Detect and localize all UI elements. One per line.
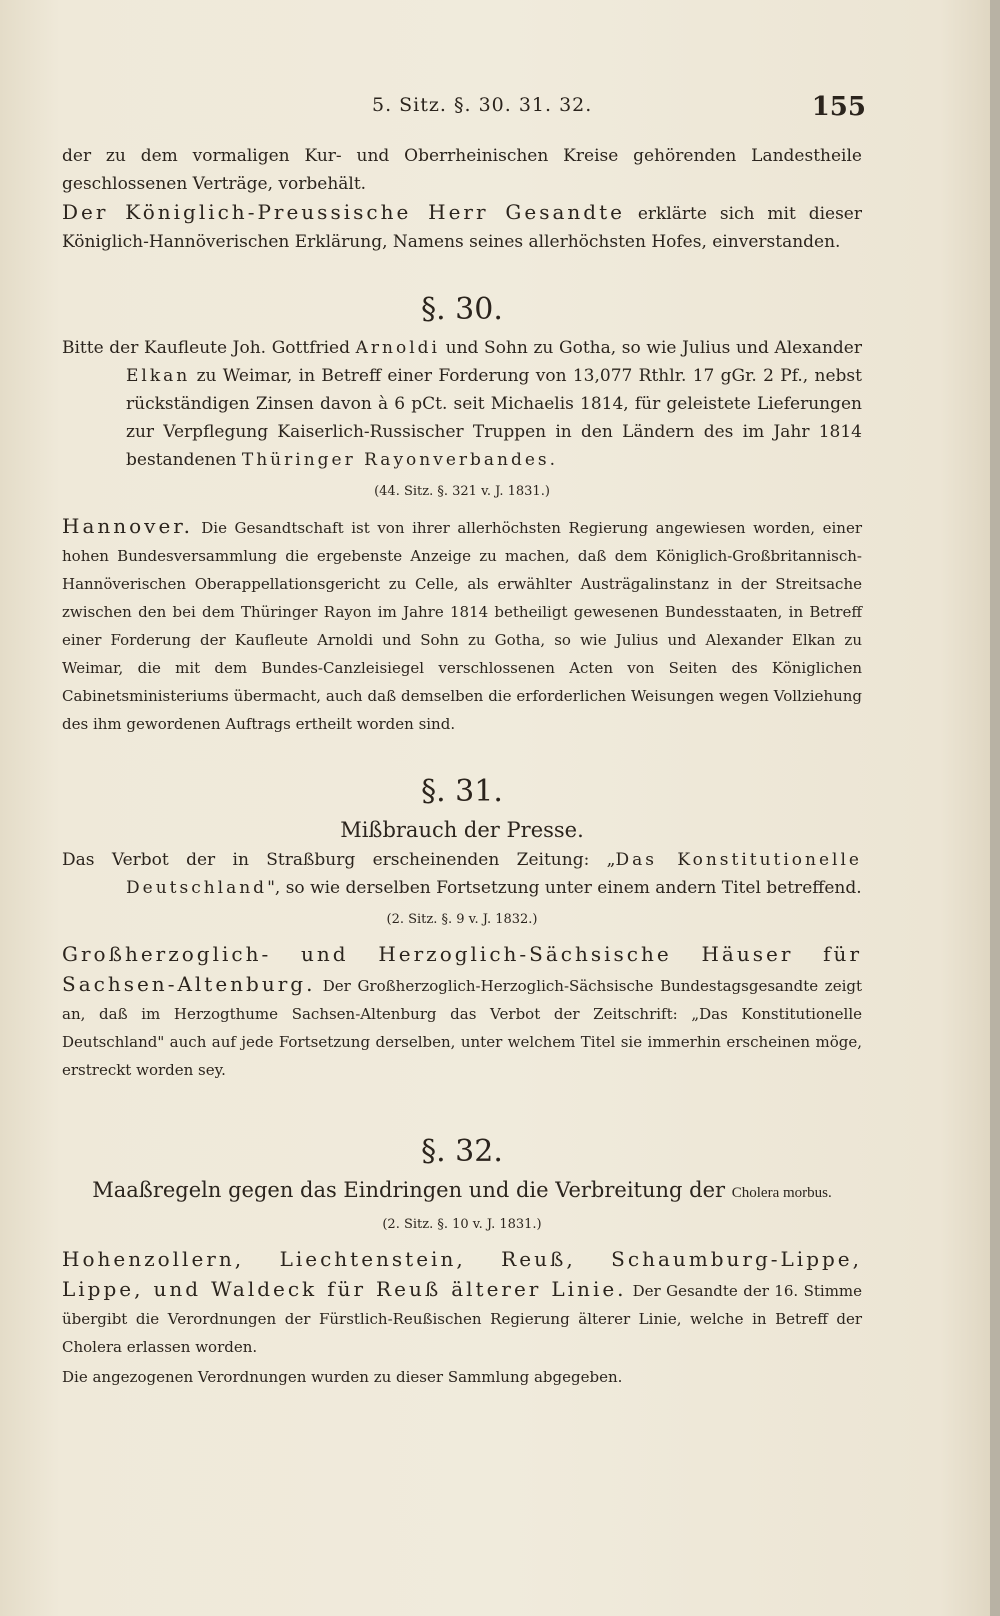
section-32-subheading-latin: Cholera morbus. xyxy=(731,1185,832,1201)
section-30-title-part-a: Bitte der Kaufleute Joh. Gottfried xyxy=(62,338,356,358)
section-30-title-part-c: zu Weimar, in Betreff einer Forderung von 13,077 Rthlr. 17 gGr. 2 Pf., nebst rückständigen Zinsen davon à 6 pCt. seit Michaelis 1814, für geleistete Lieferungen zur Verpflegung Kaiserlich-Russischer Truppen in den Ländern des im Jahr 1814 bestandenen xyxy=(126,366,862,470)
section-30-text: Die Gesandtschaft ist von ihrer allerhöchsten Regierung angewiesen worden, einer hohen Bundesversammlung die ergebenste Anzeige zu machen, daß dem Königlich-Großbritannisch-Hannöverischen Oberappellationsgericht zu Celle, als erwählter Austrägalinstanz in der Streitsache zwischen den bei dem Thüringer Rayon im Jahre 1814 betheiligt gewesenen Bundesstaaten, in Betreff einer Forderung der Kaufleute Arnoldi und Sohn zu Gotha, so wie Julius und Alexander Elkan zu Weimar, die mit dem Bundes-Canzleisiegel verschlossenen Acten von Seiten des Königlichen Cabinetsministeriums übermacht, auch daß demselben die erforderlichen Weisungen wegen Vollziehung des ihm gewordenen Auftrags ertheilt worden sind. xyxy=(62,519,863,733)
section-31-heading: §. 31. xyxy=(421,774,503,809)
section-31-statement xyxy=(62,940,862,1084)
section-32-closing: Die angezogenen Verordnungen wurden zu dieser Sammlung abgegeben. xyxy=(62,1368,623,1386)
section-31-speaker: Großherzoglich- und Herzoglich-Sächsische Häuser für Sachsen-Altenburg. xyxy=(62,942,862,996)
section-30-heading: §. 30. xyxy=(421,292,503,327)
section-31-text: Der Großherzoglich-Herzoglich-Sächsische Bundestagsgesandte zeigt an, daß im Herzogthume Sachsen-Altenburg das Verbot der Zeitschrift: „Das Konstitutionelle Deutschland" auch auf jede Fortsetzung derselben, unter welchem Titel sie immerhin erscheinen möge, erstreckt worden sey. xyxy=(62,977,862,1079)
section-31-title-part-a: Das Verbot der in Straßburg erscheinenden Zeitung: „ xyxy=(62,850,616,870)
section-30-title xyxy=(62,334,862,474)
section-30-title-part-b: und Sohn zu Gotha, so wie Julius und Alexander xyxy=(439,338,862,358)
section-32-speaker: Hohenzollern, Liechtenstein, Reuß, Schaumburg-Lippe, Lippe, und Waldeck für Reuß älterer Linie. xyxy=(62,1247,862,1301)
prussia-text: erklärte sich mit dieser Königlich-Hannöverischen Erklärung, Namens seines allerhöchsten Hofes, einverstanden. xyxy=(62,204,862,252)
section-32-citation: (2. Sitz. §. 10 v. J. 1831.) xyxy=(382,1217,542,1232)
section-30-statement xyxy=(62,512,862,738)
section-31-title xyxy=(62,846,862,902)
section-32-heading: §. 32. xyxy=(421,1134,503,1169)
section-30-name-elkan: Elkan xyxy=(126,366,191,386)
section-30-name-arnoldi: Arnoldi xyxy=(355,338,440,358)
section-30-name-rayon: Thüringer Rayonverbandes. xyxy=(241,450,559,470)
intro-prussia-paragraph xyxy=(62,198,862,256)
page-number: 155 xyxy=(811,92,866,122)
running-head: 5. Sitz. §. 30. 31. 32. xyxy=(372,94,593,116)
section-31-subheading: Mißbrauch der Presse. xyxy=(340,818,584,842)
section-32-subheading-text: Maaßregeln gegen das Eindringen und die Verbreitung der xyxy=(92,1178,732,1202)
section-32-text: Der Gesandte der 16. Stimme übergibt die Verordnungen der Fürstlich-Reußischen Regierung älterer Linie, welche in Betreff der Cholera erlassen worden. xyxy=(62,1282,863,1356)
section-31-paper-name: Das Konstitutionelle Deutschland xyxy=(126,850,862,898)
section-31-title-part-b: ", so wie derselben Fortsetzung unter einem andern Titel betreffend. xyxy=(267,878,862,898)
section-30-citation: (44. Sitz. §. 321 v. J. 1831.) xyxy=(374,484,550,499)
section-31-citation: (2. Sitz. §. 9 v. J. 1832.) xyxy=(386,912,538,927)
section-30-speaker: Hannover. xyxy=(62,514,194,538)
prussia-speaker: Der Königlich-Preussische Herr Gesandte xyxy=(62,200,625,224)
intro-continuation: der zu dem vormaligen Kur- und Oberrheinischen Kreise gehörenden Landestheile geschlossenen Verträge, vorbehält. xyxy=(62,146,862,194)
section-32-subheading xyxy=(62,1176,862,1207)
section-32-statement xyxy=(62,1245,862,1361)
page-body xyxy=(62,86,862,1391)
